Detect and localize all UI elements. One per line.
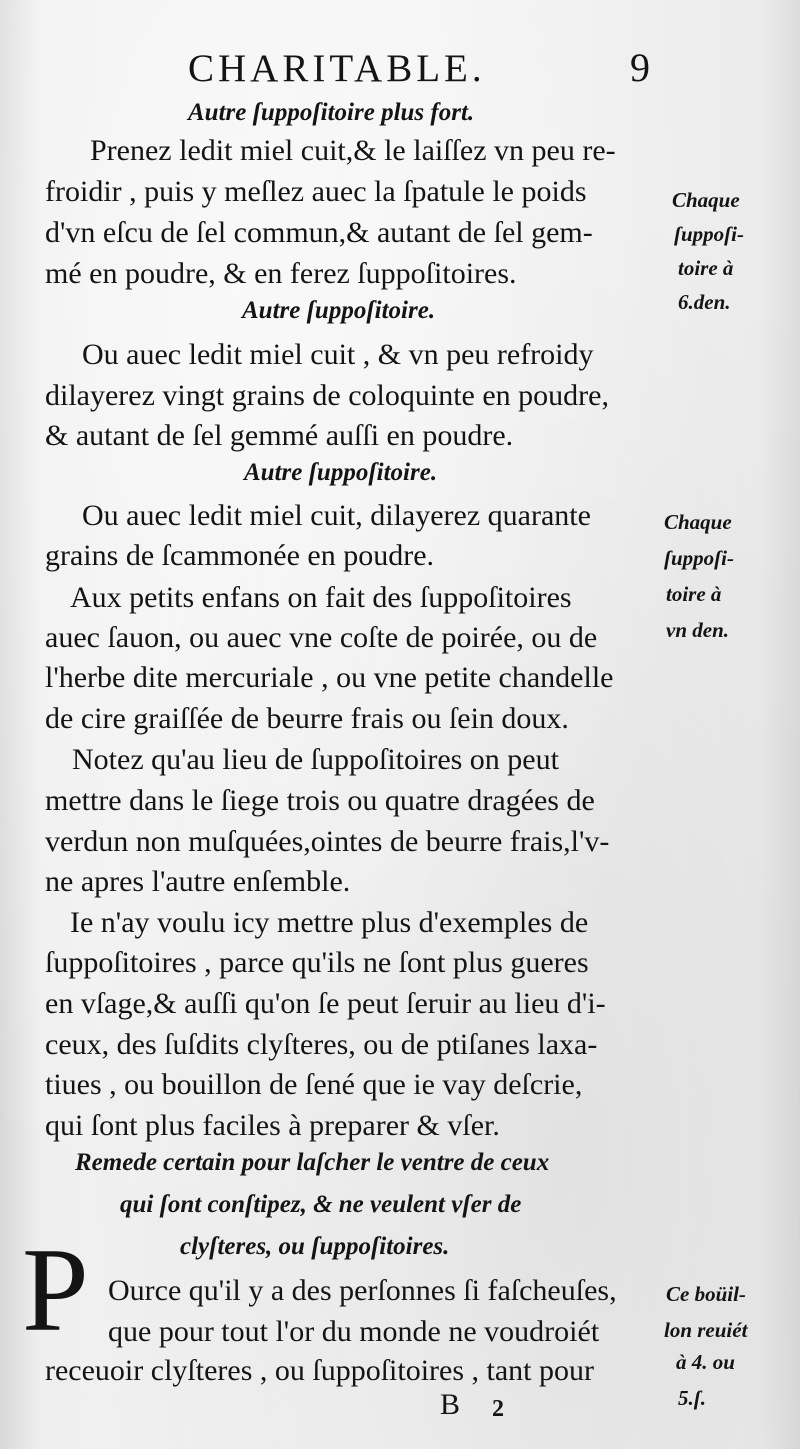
subheading: clyſteres, ou ſuppoſitoires. [180, 1233, 450, 1260]
margin-note-line: Chaque [672, 188, 740, 212]
text-line: tiues , ou bouillon de ſené que ie vay deſcrie, [45, 1068, 583, 1101]
margin-note-line: toire à [678, 256, 734, 280]
page-header [0, 42, 800, 98]
text-line: de cire graiſſée de beurre frais ou ſein doux. [45, 702, 569, 735]
text-line: l'herbe dite mercuriale , ou vne petite chandelle [45, 661, 614, 694]
text-line: Ie n'ay voulu icy mettre plus d'exemples de [70, 906, 589, 939]
text-line: Aux petits enfans on fait des ſuppoſitoires [70, 581, 572, 614]
text-line: verdun non muſquées,ointes de beurre frais,l'v- [45, 825, 610, 858]
page-number: 9 [630, 45, 650, 90]
subheading: Autre ſuppoſitoire. [244, 459, 438, 486]
subheading: qui ſont conſtipez, & ne veulent vſer de [120, 1191, 522, 1218]
text-line: & autant de ſel gemmé auſſi en poudre. [45, 419, 514, 452]
text-line: que pour tout l'or du monde ne voudroiét [108, 1315, 600, 1348]
signature-mark: B [440, 1388, 461, 1421]
margin-note-line: Chaque [664, 510, 732, 534]
subheading: Remede certain pour laſcher le ventre de ceux [75, 1149, 550, 1176]
running-head: CHARITABLE. [188, 47, 486, 90]
text-line: Ou auec ledit miel cuit, dilayerez quarante [82, 499, 591, 532]
text-line: d'vn eſcu de ſel commun,& autant de ſel gem- [45, 216, 593, 249]
text-line: ſuppoſitoires , parce qu'ils ne ſont plus gueres [45, 946, 589, 979]
margin-note-line: ſuppoſi- [664, 546, 734, 570]
text-line: Notez qu'au lieu de ſuppoſitoires on peut [72, 743, 559, 776]
subheading: Autre ſuppoſitoire plus fort. [188, 99, 475, 126]
text-line: Ource qu'il y a des perſonnes ſi faſcheuſes, [108, 1274, 617, 1307]
margin-note-line: à 4. ou [676, 1350, 735, 1374]
margin-note-line: 6.den. [678, 290, 731, 314]
text-line: ne apres l'autre enſemble. [45, 865, 351, 898]
text-line: Ou auec ledit miel cuit , & vn peu refroidy [82, 338, 594, 371]
text-line: qui ſont plus faciles à preparer & vſer. [45, 1109, 500, 1142]
text-line: auec ſauon, ou auec vne coſte de poirée, ou de [45, 621, 598, 654]
text-line: froidir , puis y meſlez auec la ſpatule le poids [45, 175, 587, 208]
margin-note-line: Ce boüil- [666, 1282, 746, 1306]
text-line: Prenez ledit miel cuit,& le laiſſez vn peu re- [90, 134, 616, 167]
margin-note-line: toire à [666, 582, 722, 606]
text-line: mé en poudre, & en ferez ſuppoſitoires. [45, 257, 517, 290]
text-line: receuoir clyſteres , ou ſuppoſitoires , tant pour [45, 1354, 595, 1387]
text-line: ceux, des ſuſdits clyſteres, ou de ptiſanes laxa- [45, 1028, 598, 1061]
margin-note-line: vn den. [666, 618, 729, 642]
signature-number: 2 [492, 1396, 504, 1422]
margin-note-line: 5.ſ. [678, 1386, 706, 1410]
text-line: grains de ſcammonée en poudre. [45, 539, 435, 572]
subheading: Autre ſuppoſitoire. [242, 297, 436, 324]
text-line: mettre dans le ſiege trois ou quatre dragées de [45, 784, 595, 817]
text-line: dilayerez vingt grains de coloquinte en poudre, [45, 379, 609, 412]
margin-note-line: lon reuiét [664, 1318, 748, 1342]
text-line: en vſage,& auſſi qu'on ſe peut ſeruir au lieu d'i- [45, 987, 606, 1020]
drop-cap: P [22, 1223, 89, 1356]
margin-note-line: ſuppoſi- [674, 222, 744, 246]
